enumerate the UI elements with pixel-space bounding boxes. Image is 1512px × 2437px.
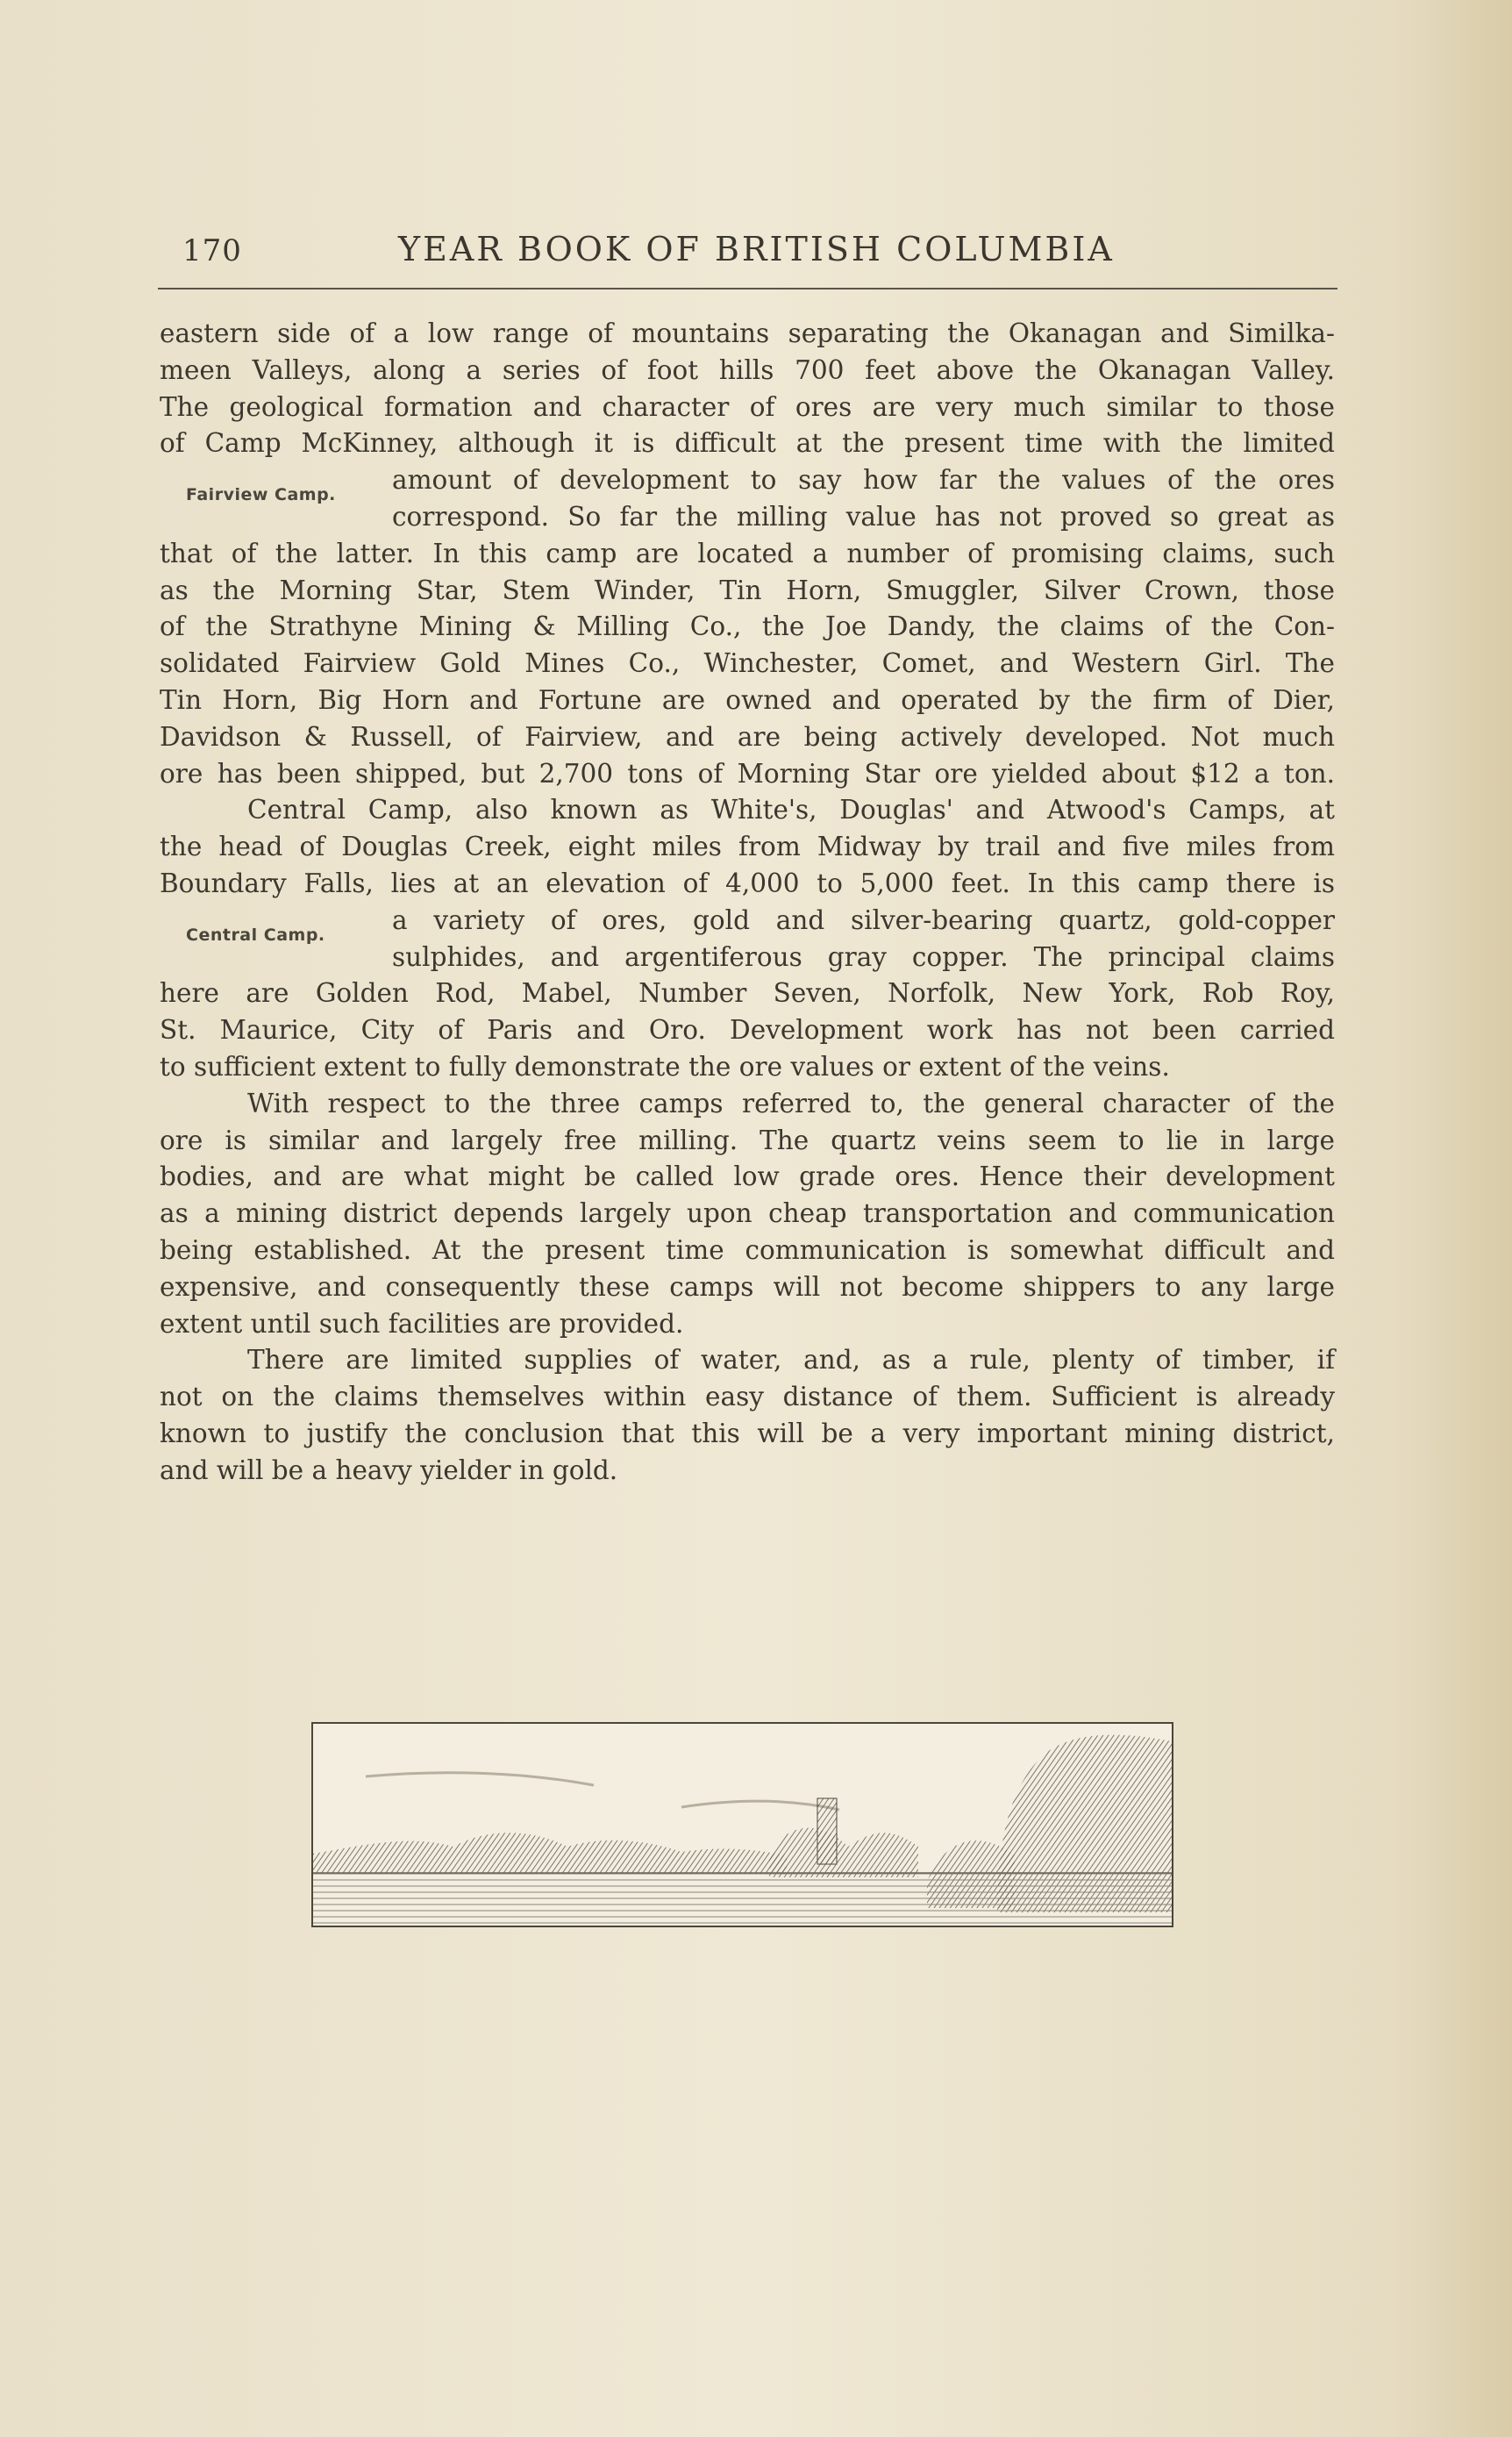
text-line: Boundary Falls, lies at an elevation of 4,000 to 5,000 feet. In this camp there is <box>160 868 1335 898</box>
text-line: a variety of ores, gold and silver-bearing quartz, gold-copper <box>392 904 1335 935</box>
text-line: of the Strathyne Mining & Milling Co., the Joe Dandy, the claims of the Con- <box>160 611 1335 642</box>
page-number: 170 <box>182 233 242 268</box>
text-line: With respect to the three camps referred to, the general character of the <box>247 1088 1335 1118</box>
text-line: as a mining district depends largely upon cheap transportation and communication <box>160 1198 1335 1229</box>
text-line: Davidson & Russell, of Fairview, and are being actively developed. Not much <box>160 721 1335 752</box>
text-line: ore has been shipped, but 2,700 tons of Morning Star ore yielded about $12 a ton. <box>160 758 1335 789</box>
text-line: as the Morning Star, Stem Winder, Tin Horn, Smuggler, Silver Crown, those <box>160 575 1335 605</box>
header-rule <box>158 288 1337 289</box>
page-header <box>160 230 1335 282</box>
text-line: extent until such facilities are provided. <box>160 1308 684 1339</box>
body-text <box>160 316 1335 1490</box>
sidenote-central-camp: Central Camp. <box>186 925 325 945</box>
text-line: expensive, and consequently these camps will not become shippers to any large <box>160 1271 1335 1302</box>
text-line: not on the claims themselves within easy distance of them. Sufficient is already <box>160 1382 1335 1412</box>
text-line: The geological formation and character of ores are very much similar to those <box>160 391 1335 422</box>
text-line: correspond. So far the milling value has not proved so great as <box>392 501 1335 532</box>
sidenote-fairview-camp: Fairview Camp. <box>186 485 336 504</box>
engraving-illustration <box>313 1724 1172 1926</box>
text-line: There are limited supplies of water, and, as a rule, plenty of timber, if <box>247 1345 1335 1376</box>
text-line: bodies, and are what might be called low grade ores. Hence their development <box>160 1161 1335 1192</box>
text-line: meen Valleys, along a series of foot hills 700 feet above the Okanagan Valley. <box>160 354 1335 385</box>
text-line: eastern side of a low range of mountains separating the Okanagan and Similka- <box>160 318 1335 348</box>
text-line: that of the latter. In this camp are located a number of promising claims, such <box>160 538 1335 568</box>
text-line: Central Camp, also known as White's, Douglas' and Atwood's Camps, at <box>247 795 1335 825</box>
text-line: here are Golden Rod, Mabel, Number Seven, Norfolk, New York, Rob Roy, <box>160 978 1335 1009</box>
text-line: of Camp McKinney, although it is difficult at the present time with the limited <box>160 428 1335 459</box>
landscape-engraving <box>311 1722 1173 1927</box>
text-line: and will be a heavy yielder in gold. <box>160 1454 618 1485</box>
text-line: sulphides, and argentiferous gray copper. The principal claims <box>392 941 1335 972</box>
text-line: known to justify the conclusion that this will be a very important mining district, <box>160 1418 1335 1448</box>
text-line: amount of development to say how far the values of the ores <box>392 465 1335 496</box>
text-line: the head of Douglas Creek, eight miles from Midway by trail and five miles from <box>160 832 1335 862</box>
text-line: Tin Horn, Big Horn and Fortune are owned and operated by the firm of Dier, <box>160 684 1335 715</box>
text-line: being established. At the present time communication is somewhat difficult and <box>160 1234 1335 1265</box>
text-line: solidated Fairview Gold Mines Co., Winchester, Comet, and Western Girl. The <box>160 648 1335 679</box>
text-line: ore is similar and largely free milling. The quartz veins seem to lie in large <box>160 1125 1335 1155</box>
text-line: St. Maurice, City of Paris and Oro. Development work has not been carried <box>160 1015 1335 1046</box>
running-title: YEAR BOOK OF BRITISH COLUMBIA <box>398 230 1115 268</box>
text-line: to sufficient extent to fully demonstrate the ore values or extent of the veins. <box>160 1051 1170 1082</box>
